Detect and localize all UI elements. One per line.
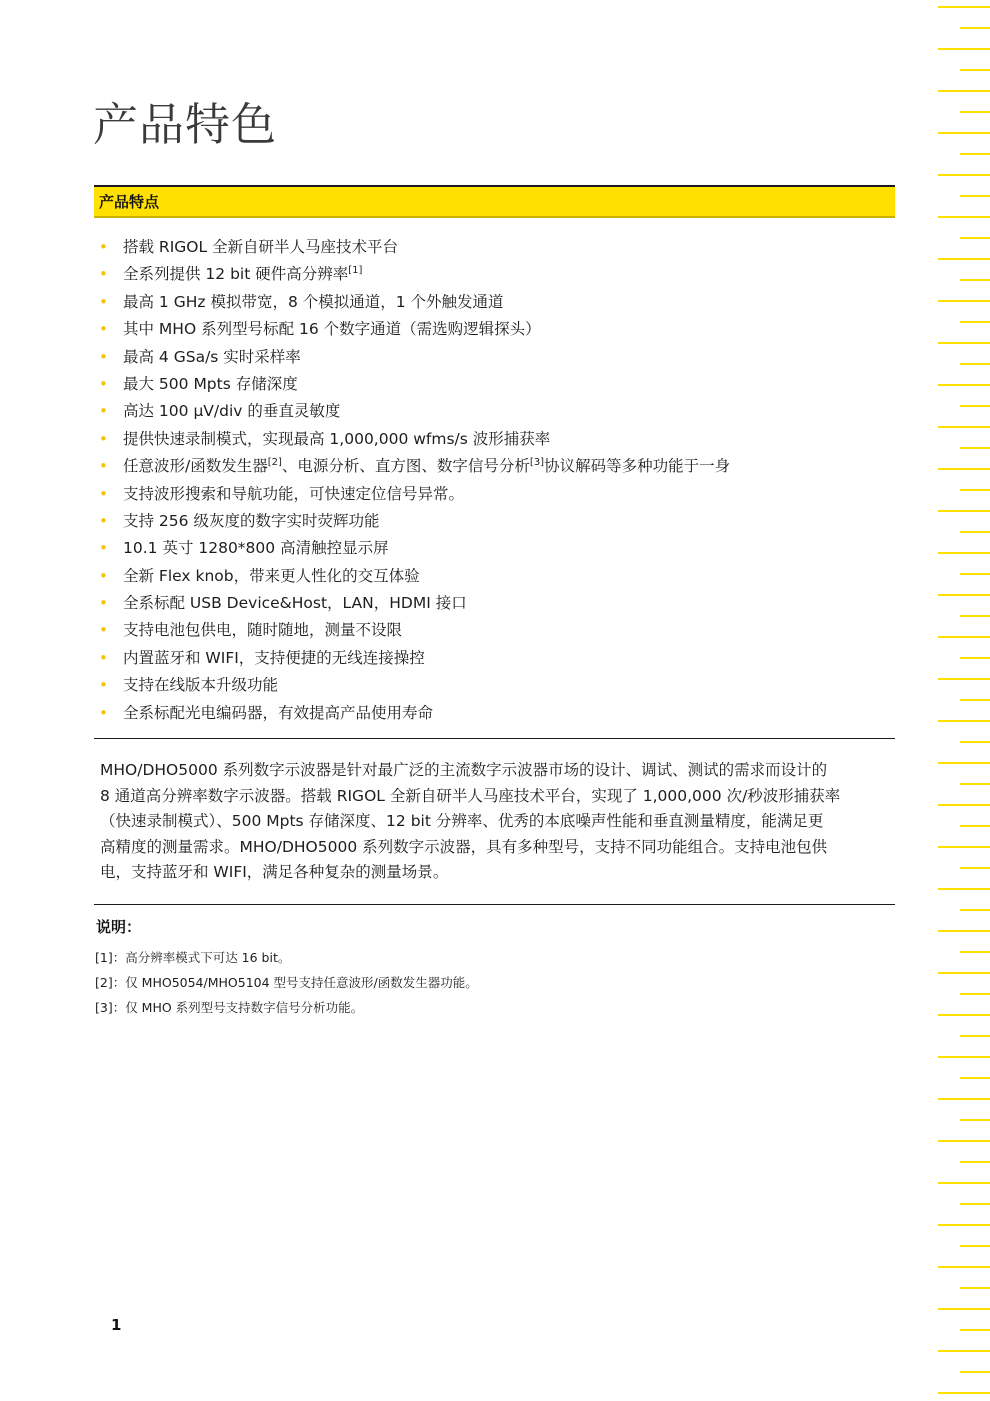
edge-stripe (960, 951, 990, 953)
edge-stripe (960, 699, 990, 701)
footnote: [3]：仅 MHO 系列型号支持数字信号分析功能。 (95, 1000, 364, 1015)
edge-stripe (960, 783, 990, 785)
bullet-dot-icon: • (99, 511, 108, 530)
feature-item (98, 289, 888, 316)
footnote-ref: [1] (348, 265, 363, 277)
edge-stripe (938, 1392, 990, 1394)
edge-stripe (960, 825, 990, 827)
edge-stripe (938, 384, 990, 386)
edge-stripe (938, 636, 990, 638)
edge-stripe (960, 1287, 990, 1289)
bullet-dot-icon: • (99, 374, 108, 393)
edge-stripe (938, 1056, 990, 1058)
feature-text: 协议解码等多种功能于一身 (544, 457, 731, 476)
feature-item (98, 426, 888, 453)
bullet-dot-icon: • (99, 292, 108, 311)
edge-stripe (938, 258, 990, 260)
page-title: 产品特色 (93, 98, 278, 151)
feature-text: 搭载 RIGOL 全新自研半人马座技术平台 (123, 238, 399, 256)
bullet-dot-icon: • (99, 676, 108, 695)
feature-item (98, 700, 888, 727)
feature-item (98, 371, 888, 398)
feature-text: 任意波形/函数发生器 (123, 457, 268, 476)
edge-stripe (938, 1350, 990, 1352)
feature-item (98, 453, 888, 480)
feature-text: 全新 Flex knob，带来更人性化的交互体验 (123, 566, 420, 585)
feature-item (98, 617, 888, 644)
intro-line: 8 通道高分辨率数字示波器。搭载 RIGOL 全新自研半人马座技术平台，实现了 1,000,000 次/秒波形捕获率 (100, 786, 841, 805)
feature-item (98, 261, 888, 288)
intro-line: 高精度的测量需求。MHO/DHO5000 系列数字示波器，具有多种型号，支持不同功能组合。支持电池包供 (100, 837, 828, 856)
edge-stripe (960, 1077, 990, 1079)
feature-text: 最高 1 GHz 模拟带宽，8 个模拟通道，1 个外触发通道 (123, 292, 504, 311)
feature-text: 全系标配光电编码器，有效提高产品使用寿命 (123, 703, 434, 722)
section-divider (94, 904, 895, 905)
edge-stripe (960, 1161, 990, 1163)
edge-stripe (960, 405, 990, 407)
intro-line: 电，支持蓝牙和 WIFI，满足各种复杂的测量场景。 (100, 863, 449, 881)
feature-text: 支持电池包供电，随时随地，测量不设限 (123, 621, 403, 640)
feature-item (98, 645, 888, 672)
edge-stripe (938, 888, 990, 890)
feature-text: 最高 4 GSa/s 实时采样率 (123, 347, 301, 366)
edge-stripe (960, 153, 990, 155)
edge-stripe (960, 1245, 990, 1247)
edge-stripe (960, 195, 990, 197)
footnote-ref: [3] (529, 457, 545, 469)
feature-list (98, 234, 888, 727)
edge-stripe (938, 1266, 990, 1268)
edge-stripe (938, 132, 990, 134)
edge-stripe (938, 468, 990, 470)
bullet-dot-icon: • (99, 347, 108, 366)
bullet-dot-icon: • (99, 539, 108, 558)
edge-stripe (960, 1329, 990, 1331)
edge-stripe (938, 762, 990, 764)
bullet-dot-icon: • (99, 238, 108, 256)
edge-stripe (960, 657, 990, 659)
feature-text: 支持 256 级灰度的数字实时荧辉功能 (123, 511, 380, 530)
edge-stripe (938, 930, 990, 932)
feature-text: 支持波形搜索和导航功能，可快速定位信号异常。 (123, 484, 465, 503)
intro-line: MHO/DHO5000 系列数字示波器是针对最广泛的主流数字示波器市场的设计、调试、测试的需求而设计的 (100, 761, 828, 779)
bullet-dot-icon: • (99, 402, 108, 421)
edge-stripe (960, 573, 990, 575)
feature-text: 全系标配 USB Device&Host，LAN，HDMI 接口 (123, 594, 467, 613)
footnote: [2]：仅 MHO5054/MHO5104 型号支持任意波形/函数发生器功能。 (95, 975, 478, 990)
feature-item (98, 590, 888, 617)
edge-stripe (938, 48, 990, 50)
bullet-dot-icon: • (99, 265, 108, 284)
edge-stripe (938, 678, 990, 680)
feature-text: 提供快速录制模式，实现最高 1,000,000 wfms/s 波形捕获率 (123, 429, 551, 448)
edge-stripe (960, 279, 990, 281)
notes-title: 说明： (96, 918, 142, 936)
edge-stripe (938, 1140, 990, 1142)
edge-stripe (938, 342, 990, 344)
edge-stripe (938, 594, 990, 596)
feature-item (98, 535, 888, 562)
edge-stripe (960, 69, 990, 71)
feature-item (98, 508, 888, 535)
bullet-dot-icon: • (99, 621, 108, 640)
bullet-dot-icon: • (99, 429, 108, 448)
intro-line: （快速录制模式）、500 Mpts 存储深度、12 bit 分辨率、优秀的本底噪声性能和垂直测量精度，能满足更 (100, 812, 824, 830)
feature-text: 全系列提供 12 bit 硬件高分辨率 (123, 265, 349, 284)
edge-stripe (938, 1098, 990, 1100)
edge-stripe (938, 1224, 990, 1226)
edge-stripe (960, 867, 990, 869)
feature-text: 支持在线版本升级功能 (123, 676, 279, 695)
footnote: [1]：高分辨率模式下可达 16 bit。 (95, 950, 291, 965)
feature-text: 其中 MHO 系列型号标配 16 个数字通道（需选购逻辑探头） (123, 320, 541, 339)
edge-stripe (938, 174, 990, 176)
edge-stripe (960, 615, 990, 617)
edge-stripe (960, 741, 990, 743)
edge-stripe (960, 363, 990, 365)
edge-stripe (960, 1119, 990, 1121)
feature-text: 、电源分析、直方图、数字信号分析 (281, 457, 530, 476)
edge-stripe (938, 972, 990, 974)
edge-stripe (960, 111, 990, 113)
section-header-bar (94, 185, 895, 216)
bullet-dot-icon: • (99, 484, 108, 503)
edge-stripe (960, 909, 990, 911)
edge-stripe (938, 6, 990, 8)
feature-text: 高达 100 μV/div 的垂直灵敏度 (123, 402, 341, 421)
intro-paragraph (100, 758, 890, 886)
feature-item (98, 481, 888, 508)
feature-item (98, 398, 888, 425)
edge-stripe (938, 216, 990, 218)
feature-item (98, 672, 888, 699)
bullet-dot-icon: • (99, 594, 108, 613)
edge-stripe (938, 804, 990, 806)
edge-stripe (938, 510, 990, 512)
edge-stripe (960, 237, 990, 239)
edge-stripe (960, 27, 990, 29)
feature-text: 内置蓝牙和 WIFI，支持便捷的无线连接操控 (123, 648, 425, 667)
edge-stripe (938, 552, 990, 554)
edge-stripe (960, 447, 990, 449)
page-number: 1 (111, 1316, 122, 1334)
feature-item (98, 234, 888, 261)
edge-stripe (960, 489, 990, 491)
edge-stripe (960, 1371, 990, 1373)
edge-stripe (960, 1035, 990, 1037)
edge-stripe (960, 531, 990, 533)
edge-stripe (960, 1203, 990, 1205)
bullet-dot-icon: • (99, 320, 108, 339)
section-divider (94, 738, 895, 739)
bullet-dot-icon: • (99, 703, 108, 722)
section-header-label: 产品特点 (99, 193, 160, 211)
edge-stripe (960, 321, 990, 323)
edge-stripe (938, 1182, 990, 1184)
edge-stripe (938, 720, 990, 722)
edge-stripe (938, 426, 990, 428)
edge-stripe (960, 993, 990, 995)
edge-stripe (938, 300, 990, 302)
edge-stripe (938, 846, 990, 848)
feature-item (98, 344, 888, 371)
bullet-dot-icon: • (99, 648, 108, 667)
feature-item (98, 316, 888, 343)
feature-text: 10.1 英寸 1280*800 高清触控显示屏 (123, 539, 389, 558)
feature-item (98, 563, 888, 590)
feature-text: 最大 500 Mpts 存储深度 (123, 374, 298, 393)
bullet-dot-icon: • (99, 566, 108, 585)
edge-stripe (938, 1014, 990, 1016)
footnote-ref: [2] (267, 457, 282, 469)
edge-stripe (938, 90, 990, 92)
edge-stripe-decoration (930, 0, 990, 1401)
bullet-dot-icon: • (99, 457, 108, 476)
edge-stripe (938, 1308, 990, 1310)
